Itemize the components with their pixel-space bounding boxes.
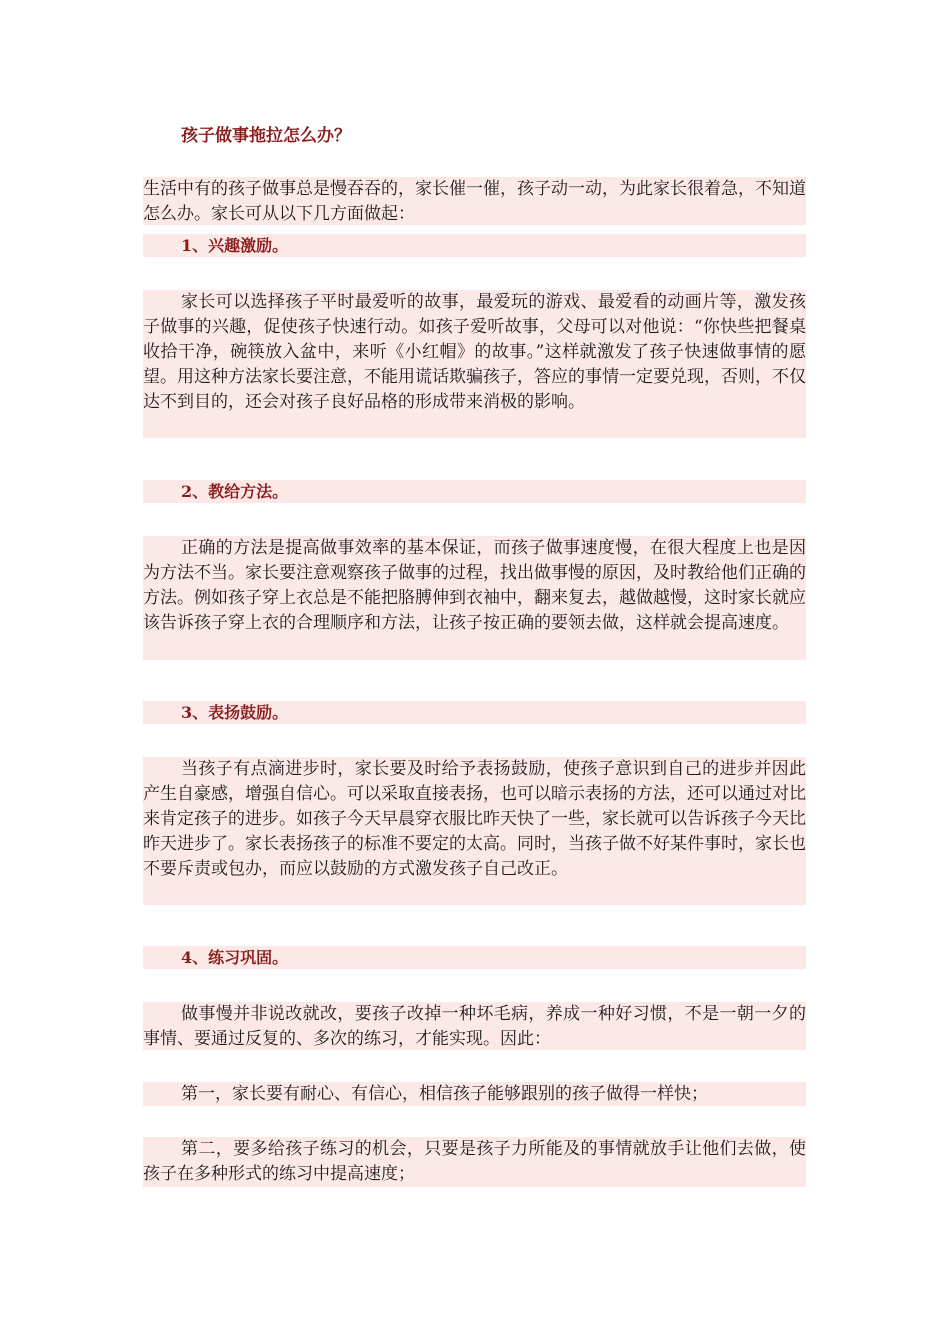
section-heading-4: 4、练习巩固。 <box>143 946 806 969</box>
section-body-text: 做事慢并非说改就改，要孩子改掉一种坏毛病，养成一种好习惯，不是一朝一夕的事情、要通过反复的、多次的练习，才能实现。因此： <box>143 1004 806 1049</box>
point-text: 第一，家长要有耐心、有信心，相信孩子能够跟别的孩子做得一样快； <box>181 1084 708 1104</box>
point-text: 第二，要多给孩子练习的机会，只要是孩子力所能及的事情就放手让他们去做，使孩子在多种形式的练习中提高速度； <box>143 1139 806 1184</box>
section-heading-3: 3、表扬鼓励。 <box>143 701 806 724</box>
intro-paragraph <box>143 177 806 225</box>
document-title: 孩子做事拖拉怎么办？ <box>181 126 351 146</box>
point-item-2 <box>143 1137 806 1187</box>
section-heading-1: 1、兴趣激励。 <box>143 234 806 257</box>
section-body-text: 正确的方法是提高做事效率的基本保证，而孩子做事速度慢，在很大程度上也是因为方法不当。家长要注意观察孩子做事的过程，找出做事慢的原因，及时教给他们正确的方法。例如孩子穿上衣总是不能把胳膊伸到衣袖中，翻来复去，越做越慢，这时家长就应该告诉孩子穿上衣的合理顺序和方法，让孩子按正确的要领去做，这样就会提高速度。 <box>143 538 806 633</box>
section-body-text: 当孩子有点滴进步时，家长要及时给予表扬鼓励，使孩子意识到自己的进步并因此产生自豪感，增强自信心。可以采取直接表扬，也可以暗示表扬的方法，还可以通过对比来肯定孩子的进步。如孩子今天早晨穿衣服比昨天快了一些，家长就可以告诉孩子今天比昨天进步了。家长表扬孩子的标准不要定的太高。同时，当孩子做不好某件事时，家长也不要斥责或包办，而应以鼓励的方式激发孩子自己改正。 <box>143 759 806 879</box>
intro-text: 生活中有的孩子做事总是慢吞吞的，家长催一催，孩子动一动，为此家长很着急，不知道怎么办。家长可从以下几方面做起： <box>143 179 806 224</box>
section-body-text: 家长可以选择孩子平时最爱听的故事，最爱玩的游戏、最爱看的动画片等，激发孩子做事的兴趣，促使孩子快速行动。如孩子爱听故事，父母可以对他说：“你快些把餐桌收拾干净，碗筷放入盆中，来听《小红帽》的故事。”这样就激发了孩子快速做事情的愿望。用这种方法家长要注意，不能用谎话欺骗孩子，答应的事情一定要兑现，否则，不仅达不到目的，还会对孩子良好品格的形成带来消极的影响。 <box>143 292 806 412</box>
point-item-1 <box>143 1082 806 1106</box>
section-body-3 <box>143 757 806 905</box>
section-heading-2: 2、教给方法。 <box>143 480 806 503</box>
section-body-1 <box>143 290 806 438</box>
section-body-4 <box>143 1002 806 1050</box>
section-body-2 <box>143 536 806 660</box>
